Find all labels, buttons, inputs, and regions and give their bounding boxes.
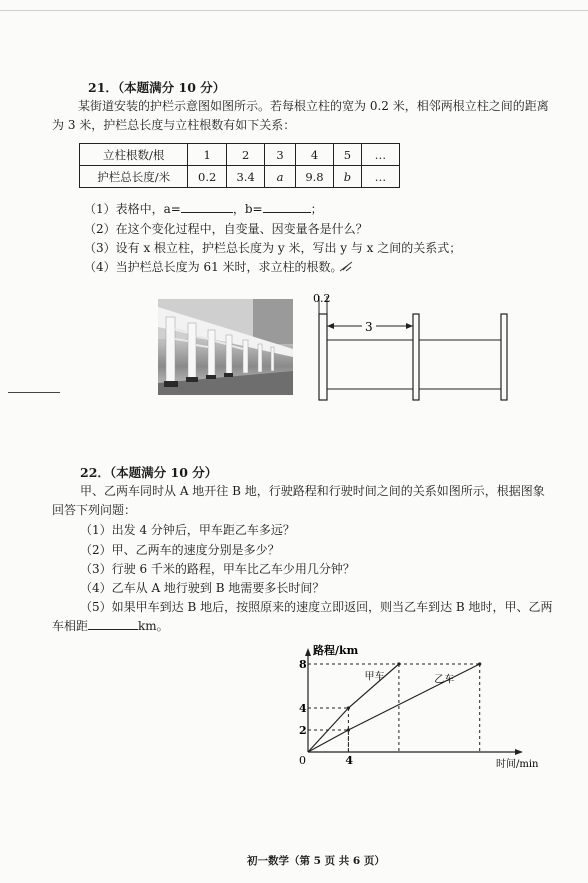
q22-sub3: （3）行驶 6 千米的路程，甲车比乙车少用几分钟？ <box>80 562 355 576</box>
q21-sub1-pre: （1）表格中，a= <box>84 202 181 216</box>
table-row <box>80 166 400 188</box>
q21-sub1 <box>84 200 323 219</box>
table-cell: 4 <box>295 144 333 166</box>
q22-sub5-pre: 车相距 <box>52 619 89 633</box>
series-label-2: 乙车 <box>434 674 455 686</box>
margin-mark <box>8 392 60 393</box>
answer-blank-distance[interactable] <box>88 629 138 630</box>
q22-sub2: （2）甲、乙两车的速度分别是多少？ <box>80 543 280 557</box>
table-cell: 9.8 <box>295 166 333 188</box>
q21-sub4: （4）当护栏总长度为 61 米时，求立柱的根数。 <box>84 260 343 274</box>
y-tick-label: 8 <box>299 658 307 671</box>
data-point <box>347 728 350 731</box>
table-cell: 5 <box>334 144 361 166</box>
fence-photo <box>158 299 293 395</box>
q22-title: 22．（本题满分 10 分） <box>80 465 218 480</box>
fence-post-1 <box>319 314 327 400</box>
table-cell: … <box>361 166 399 188</box>
y-axis-arrow-icon <box>305 648 311 656</box>
origin-label: 0 <box>299 754 306 767</box>
q21-sub2: （2）在这个变化过程中，自变量、因变量各是什么？ <box>84 222 368 236</box>
table-cell: 1 <box>188 144 226 166</box>
fence-post-2 <box>413 314 419 400</box>
q22-sub4: （4）乙车从 A 地行驶到 B 地需要多长时间？ <box>80 581 325 595</box>
q22-sub5-line2 <box>52 617 169 636</box>
distance-time-chart <box>278 640 548 770</box>
q22-sub5: （5）如果甲车到达 B 地后，按照原来的速度立即返回，则当乙车到达 B 地时，甲、乙两 <box>80 600 553 614</box>
q22-sub1: （1）出发 4 分钟后，甲车距乙车多远？ <box>80 523 295 537</box>
table-row <box>80 144 400 166</box>
table-cell: 2 <box>226 144 264 166</box>
x-axis-label: 时间/min <box>496 759 539 770</box>
q21-table <box>79 143 400 188</box>
q21-title: 21．（本题满分 10 分） <box>88 80 226 95</box>
q21-sub1-mid: ，b= <box>232 202 263 216</box>
table-cell: … <box>361 144 399 166</box>
q22-sub5-post: km。 <box>138 619 169 633</box>
x-axis-arrow-icon <box>515 749 523 755</box>
page-footer: 初一数学（第 5 页 共 6 页） <box>247 855 385 867</box>
table-cell: 立柱根数/根 <box>80 144 188 166</box>
table-cell: 0.2 <box>188 166 226 188</box>
q21-intro-line1: 某街道安装的护栏示意图如图所示。若每根立柱的宽为 0.2 米，相邻两根立柱之间的距离 <box>78 99 549 113</box>
y-tick-label: 2 <box>299 724 307 737</box>
table-cell: 3.4 <box>226 166 264 188</box>
series-label-1: 甲车 <box>364 671 385 683</box>
table-cell: 护栏总长度/米 <box>80 166 188 188</box>
data-point <box>478 662 481 665</box>
top-rule <box>0 10 588 11</box>
fence-post-3 <box>501 314 507 400</box>
gap-label: 3 <box>365 320 373 334</box>
q22-intro-line2: 回答下列问题： <box>52 503 137 517</box>
arrow-right-icon <box>406 323 413 329</box>
y-tick-label: 4 <box>299 702 307 715</box>
table-cell: 3 <box>265 144 295 166</box>
q22-intro-line1: 甲、乙两车同时从 A 地开往 B 地，行驶路程和行驶时间之间的关系如图所示，根据图象 <box>80 484 545 498</box>
arrow-left-icon <box>327 323 334 329</box>
answer-blank-b[interactable] <box>263 212 311 213</box>
table-cell: b <box>334 166 361 188</box>
q21-intro-line2: 为 3 米，护栏总长度与立柱根数有如下关系： <box>52 118 296 132</box>
q21-sub1-post: ； <box>310 202 323 216</box>
fence-diagram <box>312 288 522 406</box>
fence-photo-drawing <box>158 299 293 395</box>
data-point <box>347 706 350 709</box>
table-cell: a <box>265 166 295 188</box>
pencil-mark-icon <box>338 259 356 273</box>
q21-sub3: （3）设有 x 根立柱，护栏总长度为 y 米，写出 y 与 x 之间的关系式； <box>84 241 462 255</box>
width-label: 0.2 <box>313 292 331 305</box>
x-tick-label: 4 <box>345 754 354 767</box>
answer-blank-a[interactable] <box>181 212 233 213</box>
y-axis-label: 路程/km <box>313 644 359 657</box>
